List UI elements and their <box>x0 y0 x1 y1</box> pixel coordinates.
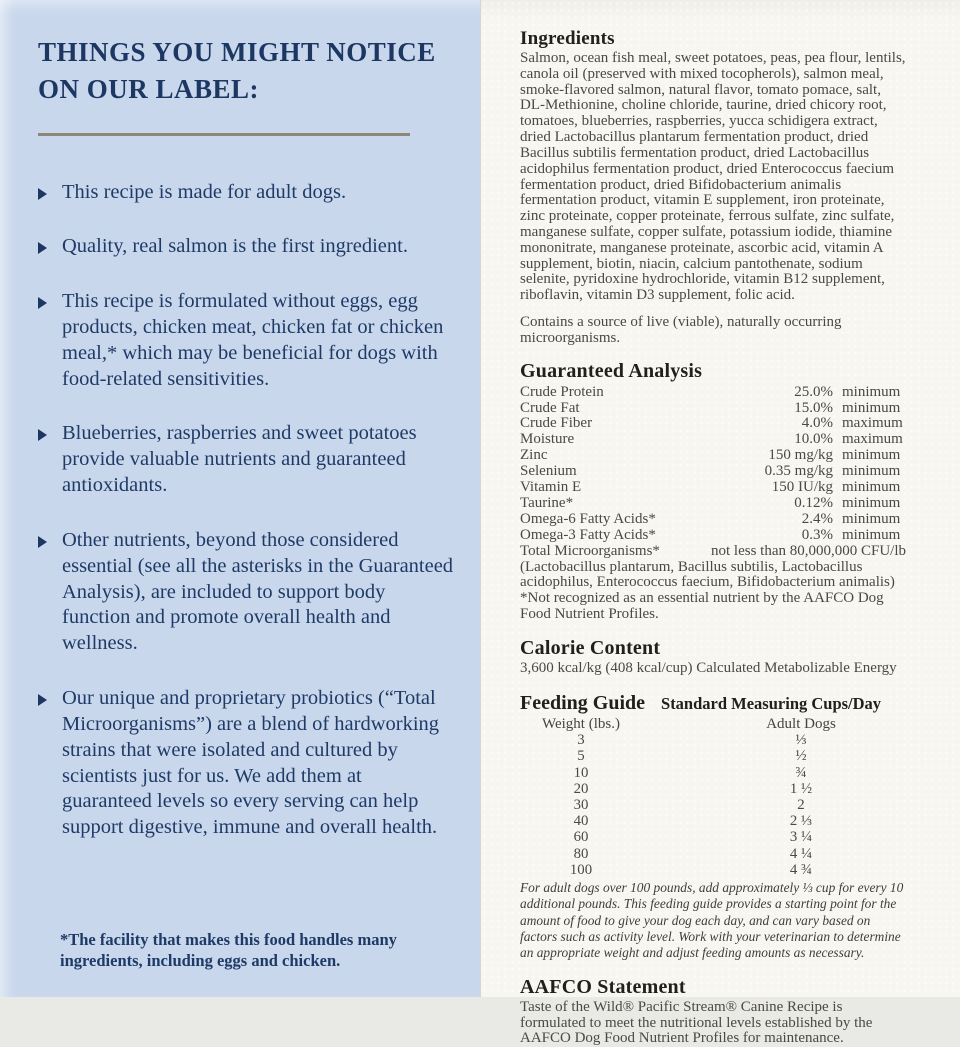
calorie-content-title: Calorie Content <box>520 637 661 660</box>
feeding-guide-footnote: For adult dogs over 100 pounds, add approximately ⅓ cup for every 10 additional pounds. This feeding guide provides a starting point for the amount of food to give your dog each day, and can vary based on factors such as activity level. Work with your veterinarian to determine an appropriate weight and adjust feeding amounts as necessary. <box>520 880 904 961</box>
feeding-guide-subtitle: Standard Measuring Cups/Day <box>661 693 882 713</box>
table-row: Crude Fat 15.0% minimum <box>520 399 901 416</box>
table-row: 10 ¾ <box>573 764 807 781</box>
table-row: Omega-3 Fatty Acids* 0.3% minimum <box>520 526 901 543</box>
title-divider-rule <box>38 133 410 136</box>
aafco-statement-title: AAFCO Statement <box>520 975 686 998</box>
feeding-guide-title: Feeding Guide <box>520 691 646 714</box>
facility-footnote: *The facility that makes this food handles many ingredients, including eggs and chicken. <box>60 929 397 970</box>
feeding-guide-table <box>520 716 906 878</box>
table-row: Crude Protein 25.0% minimum <box>520 383 901 400</box>
feeding-guide-section <box>520 692 906 962</box>
table-header-row: Weight (lbs.) Adult Dogs <box>542 715 836 732</box>
list-item <box>38 686 456 841</box>
calorie-content-section <box>520 637 906 677</box>
live-microorganisms-note: Contains a source of live (viable), naturally occurring microorganisms. <box>520 314 842 346</box>
callouts-title: THINGS YOU MIGHT NOTICE ON OUR LABEL: <box>38 37 436 105</box>
triangle-bullet-icon <box>38 242 47 254</box>
nutrition-label-panel <box>480 0 960 1047</box>
list-item <box>38 289 456 392</box>
aafco-statement-section <box>520 976 906 1047</box>
asterisk-note: *Not recognized as an essential nutrient by the AAFCO Dog Food Nutrient Profiles. <box>520 590 884 623</box>
table-row: 60 3 ¼ <box>573 829 813 846</box>
table-row: 80 4 ¼ <box>573 845 813 862</box>
triangle-bullet-icon <box>38 694 47 706</box>
calorie-content-text: 3,600 kcal/kg (408 kcal/cup) Calculated Metabolizable Energy <box>520 660 897 677</box>
bullet-text: Blueberries, raspberries and sweet potatoes provide valuable nutrients and guaranteed antioxidants. <box>62 422 417 497</box>
table-row: Vitamin E 150 IU/kg minimum <box>520 479 901 496</box>
table-row: 40 2 ⅓ <box>573 813 813 830</box>
triangle-bullet-icon <box>38 297 47 309</box>
table-row: Taurine* 0.12% minimum <box>520 494 901 511</box>
table-row: 100 4 ¾ <box>569 861 813 878</box>
table-row: 5 ½ <box>577 748 807 765</box>
guaranteed-analysis-section <box>520 360 906 624</box>
list-item <box>38 234 456 260</box>
list-item <box>38 421 456 498</box>
table-row: Selenium 0.35 mg/kg minimum <box>520 463 901 480</box>
microorganisms-species-list: (Lactobacillus plantarum, Bacillus subtilis, Lactobacillus acidophilus, Enterococcus faecium, Bifidobacterium animalis) <box>520 558 895 591</box>
total-microorganisms-row: Total Microorganisms* not less than 80,000,000 CFU/lb <box>520 542 906 559</box>
table-row: 20 1 ½ <box>573 780 813 797</box>
guaranteed-analysis-title: Guaranteed Analysis <box>520 359 703 382</box>
ingredients-title: Ingredients <box>520 28 615 49</box>
table-row: Crude Fiber 4.0% maximum <box>520 415 903 432</box>
list-item <box>38 180 456 206</box>
ingredients-section <box>520 28 906 347</box>
bullet-text: This recipe is formulated without eggs, egg products, chicken meat, chicken fat or chicken meal,* which may be beneficial for dogs with food-related sensitivities. <box>62 290 444 390</box>
ingredients-text: Salmon, ocean fish meal, sweet potatoes, peas, pea flour, lentils, canola oil (preserved with mixed tocopherols), salmon meal, smoke-flavored salmon, natural flavor, tomato pomace, salt, DL-Methionine, choline chloride, taurine, dried chicory root, tomatoes, blueberries, raspberries, yucca schidigera extract, dried Lactobacillus plantarum fermentation product, dried Bacillus subtilis fermentation product, dried Lactobacillus acidophilus fermentation product, dried Enterococcus faecium fermentation product, dried Bifidobacterium animalis fermentation product, vitamin E supplement, iron proteinate, zinc proteinate, copper proteinate, ferrous sulfate, zinc sulfate, manganese sulfate, copper sulfate, potassium iodide, thiamine mononitrate, manganese proteinate, ascorbic acid, vitamin A supplement, biotin, niacin, calcium pantothenate, sodium selenite, pyridoxine hydrochloride, vitamin B12 supplement, riboflavin, vitamin D3 supplement, folic acid. <box>520 50 906 304</box>
feeding-guide-header <box>520 692 906 715</box>
guaranteed-analysis-table <box>520 385 906 560</box>
label-callouts-panel <box>0 0 480 997</box>
table-row: 3 ⅓ <box>577 732 807 749</box>
aafco-statement-text: Taste of the Wild® Pacific Stream® Canine Recipe is formulated to meet the nutritional levels established by the AAFCO Dog Food Nutrient Profiles for maintenance. <box>520 998 873 1047</box>
bullet-text: Our unique and proprietary probiotics (“Total Microorganisms”) are a blend of hardworking strains that were isolated and cultured by scientists just for us. We add them at guaranteed levels so every serving can help support digestive, immune and overall health. <box>62 687 440 839</box>
list-item <box>38 528 456 657</box>
bullet-text: This recipe is made for adult dogs. <box>62 180 347 203</box>
triangle-bullet-icon <box>38 188 47 200</box>
table-row: Omega-6 Fatty Acids* 2.4% minimum <box>520 510 901 527</box>
bullet-text: Quality, real salmon is the first ingredient. <box>62 235 408 258</box>
table-row: Moisture 10.0% maximum <box>520 431 903 448</box>
callout-bullet-list <box>38 180 458 842</box>
table-row: Zinc 150 mg/kg minimum <box>520 447 901 464</box>
bullet-text: Other nutrients, beyond those considered essential (see all the asterisks in the Guaranteed Analysis), are included to support body function and promote overall health and wellness. <box>62 528 454 655</box>
triangle-bullet-icon <box>38 536 47 548</box>
triangle-bullet-icon <box>38 429 47 441</box>
table-row: 30 2 <box>573 796 805 813</box>
